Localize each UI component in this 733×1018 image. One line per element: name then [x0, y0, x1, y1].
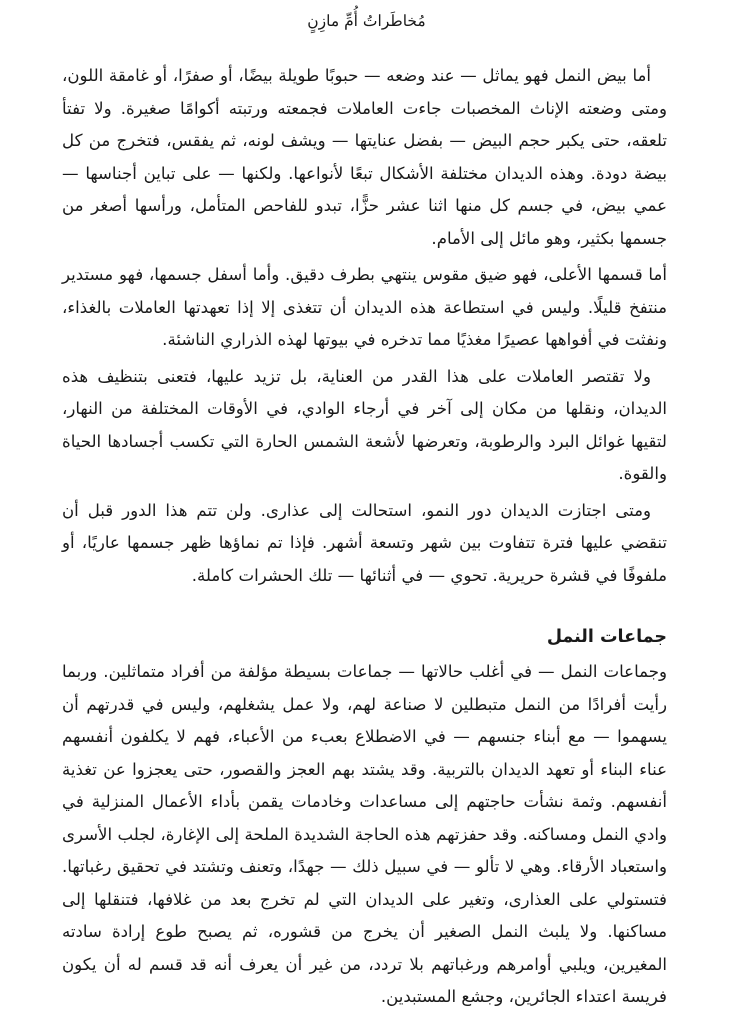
body-text	[62, 60, 667, 1018]
paragraph-larva-body: أما قسمها الأعلى، فهو ضيق مقوس ينتهي بطرف دقيق. وأما أسفل جسمها، فهو مستدير منتفخ قليلًا. وليس في استطاعة هذه الديدان أن تتغذى إلا إذا تعهدتها العاملات بالغذاء، ونفثت في أفواهها عصيرًا مغذيًا مما تدخره في بيوتها لهذه الذراري الناشئة.	[62, 265, 667, 349]
paragraph-worker-care: ولا تقتصر العاملات على هذا القدر من العناية، بل تزيد عليها، فتعنى بتنظيف هذه الديدان، ونقلها من مكان إلى آخر في أرجاء الوادي، في الأوقات المختلفة من النهار، لتقيها غوائل البرد والرطوبة، وتعرضها لأشعة الشمس الحارة التي تكسب أجسادها الحياة والقوة.	[62, 366, 667, 483]
paragraph-pupa-stage: ومتى اجتازت الديدان دور النمو، استحالت إلى عذارى. ولن تتم هذا الدور قبل أن تنقضي عليها فترة تتفاوت بين شهر وتسعة أشهر. فإذا تم نماؤها ظهر جسمها عاريًا، أو ملفوفًا في قشرة حريرية. تحوي — في أثنائها — تلك الحشرات كاملة.	[62, 500, 667, 585]
section-heading: جماعات النمل	[546, 627, 667, 647]
paragraph-ant-eggs: أما بيض النمل فهو يماثل — عند وضعه — حبوبًا طويلة بيضًا، أو صفرًا، أو غامقة اللون، ومتى وضعته الإناث المخصبات جاءت العاملات فجمعته ورتبته أكوامًا صغيرة. ولا تفتأ تلعقه، حتى يكبر حجم البيض — بفضل عنايتها — ويشف لونه، ثم يفقس، فتخرج من كل بيضة دودة. وهذه الديدان مختلفة الأشكال تبعًا لأنواعها. ولكنها — على تباين أجناسها — عمي بيض، في جسم كل منها اثنا عشر حزًّا، تبدو للفاحص المتأمل، ورأسها أصغر من جسمها بكثير، وهو مائل إلى الأمام.	[62, 66, 667, 248]
running-title: مُخاطَراتُ أُمِّ مازِنٍ	[307, 12, 426, 30]
paragraph-ant-colonies: وجماعات النمل — في أغلب حالاتها — جماعات بسيطة مؤلفة من أفراد متماثلين. وربما رأيت أفرادًا من النمل متبطلين لا صناعة لهم، ولا عمل يشغلهم، وليس في قدرتهم أن يسهموا — مع أبناء جنسهم — في الاضطلاع بعبء من الأعباء، فهم لا يكلفون أنفسهم عناء البناء أو تعهد الديدان بالتربية. وقد يشتد بهم العجز والقصور، حتى يعجزوا عن تغذية أنفسهم. وثمة نشأت حاجتهم إلى مساعدات وخادمات يقمن بأداء الأعمال المنزلية في وادي النمل ومساكنه. وقد حفزتهم هذه الحاجة الشديدة الملحة إلى الإغارة، لجلب الأسرى واستعباد الأرقاء. وهي لا تألو — في سبيل ذلك — جهدًا، وتعنف وتشتد في تحقيق رغباتها. فتستولي على العذارى، وتغير على الديدان التي لم تخرج بعد من غلافها، فتنقلها إلى مساكنها. ولا يلبث النمل الصغير أن يخرج من قشوره، ثم يصبح طوع إرادة سادته المغيرين، ويلبي أوامرهم ورغباتهم بلا تردد، من غير أن يعرف أنه قد قسم له أن يكون فريسة اعتداء الجائرين، وجشع المستبدين.	[62, 662, 667, 1006]
